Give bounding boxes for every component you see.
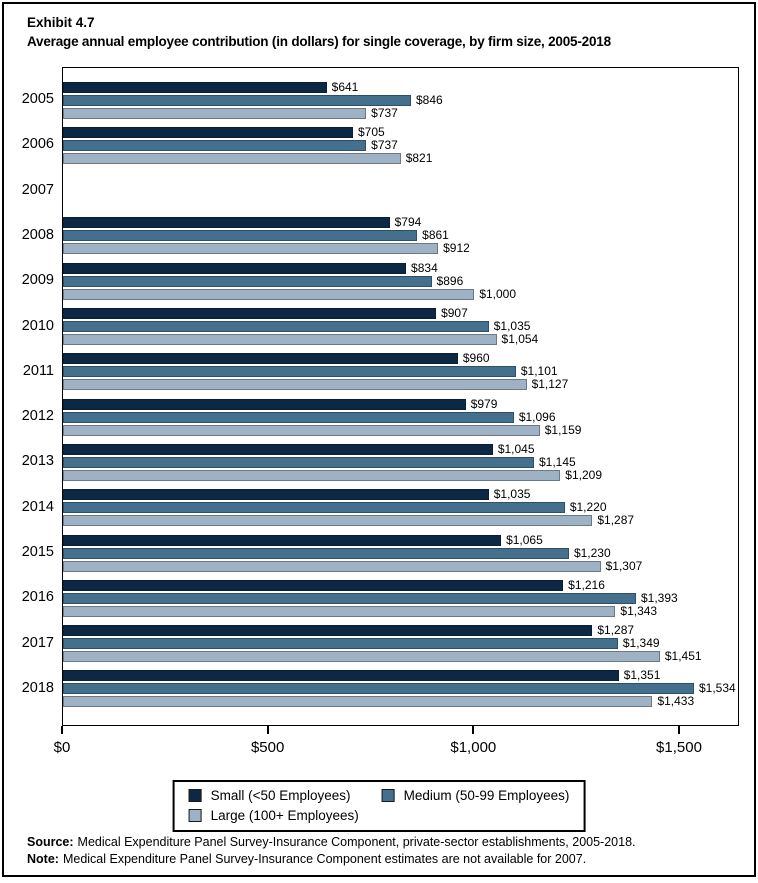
bar-value-label-medium-2015: $1,230 [573,545,611,560]
x-axis-tick [61,726,63,734]
bar-medium-2017 [63,638,618,649]
bar-value-label-large-2008: $912 [443,241,470,256]
bar-small-2006 [63,127,353,138]
bar-value-label-small-2011: $960 [462,351,490,366]
legend-swatch-small [189,789,202,802]
bar-small-2013 [63,444,493,455]
bar-value-label-small-2016: $1,216 [568,577,605,592]
bar-small-2018 [63,670,619,681]
bar-value-label-medium-2009: $896 [436,273,464,288]
bar-value-label-medium-2014: $1,220 [569,500,607,515]
bar-medium-2006 [63,140,366,151]
bar-medium-2018 [63,683,694,694]
year-label-2007: 2007 [21,181,54,198]
legend-item-large [189,808,382,823]
legend-swatch-medium [382,789,395,802]
bar-value-label-small-2009: $834 [411,260,438,275]
bar-value-label-medium-2017: $1,349 [622,636,660,651]
bar-value-label-medium-2005: $846 [415,92,443,107]
chart-title: Average annual employee contribution (in dollars) for single coverage, by firm size, 2005-2018 [27,34,611,49]
bar-large-2011 [63,379,527,390]
bar-value-label-medium-2006: $737 [371,137,398,152]
bar-value-label-large-2014: $1,287 [597,513,635,528]
bar-value-label-medium-2012: $1,096 [518,409,556,424]
bar-large-2015 [63,561,601,572]
year-label-2015: 2015 [21,544,54,560]
x-axis-tick [472,726,474,734]
bar-value-label-large-2010: $1,054 [501,332,539,346]
bar-small-2014 [63,489,489,500]
exhibit-number: Exhibit 4.7 [27,15,95,30]
year-label-2009: 2009 [21,272,54,289]
source-label: Source: [27,835,74,849]
legend-label-medium: Medium (50-99 Employees) [403,788,570,803]
legend-item-medium [382,788,570,803]
bar-value-label-small-2017: $1,287 [597,623,635,638]
bar-medium-2016 [63,593,636,604]
bar-small-2008 [63,217,390,228]
bar-large-2008 [63,243,438,254]
x-axis-tick-label: $0 [53,739,71,756]
note-label: Note: [27,852,59,866]
x-axis-tick [267,726,269,734]
bar-value-label-large-2005: $737 [371,105,398,120]
source-text: Medical Expenditure Panel Survey-Insurance Component, private-sector establishments, 2005-2018. [77,835,636,849]
bar-value-label-medium-2008: $861 [422,228,449,243]
bar-value-label-large-2015: $1,307 [605,558,643,573]
bar-medium-2008 [63,230,417,241]
bar-value-label-large-2006: $821 [405,150,433,165]
year-label-2011: 2011 [22,362,54,379]
bar-value-label-large-2012: $1,159 [544,422,582,437]
bar-value-label-large-2009: $1,000 [479,286,517,301]
note-text: Medical Expenditure Panel Survey-Insurance Component estimates are not available for 2007. [62,852,587,866]
bar-value-label-small-2005: $641 [331,79,359,94]
bar-value-label-large-2017: $1,451 [664,649,702,664]
bar-value-label-small-2008: $794 [394,215,422,230]
plot-area [62,67,739,726]
bar-value-label-medium-2016: $1,393 [640,590,678,605]
bar-value-label-small-2010: $907 [441,306,468,320]
bar-small-2011 [63,353,458,364]
bar-medium-2009 [63,276,432,287]
bar-large-2005 [63,108,366,119]
bar-medium-2012 [63,412,514,423]
legend-swatch-large [189,809,202,822]
legend-label-large: Large (100+ Employees) [210,808,359,823]
source-line [27,834,636,851]
year-label-2018: 2018 [21,679,54,696]
bar-large-2018 [63,696,652,707]
bar-medium-2013 [63,457,534,468]
bar-large-2010 [63,334,497,345]
year-label-2005: 2005 [21,91,54,107]
legend [173,780,586,832]
bar-medium-2015 [63,548,569,559]
year-label-2016: 2016 [21,589,54,606]
bar-small-2016 [63,580,563,591]
note-line [27,851,636,868]
bar-value-label-large-2013: $1,209 [565,467,602,482]
bar-small-2015 [63,535,501,546]
bar-large-2016 [63,606,615,617]
year-label-2017: 2017 [21,634,54,651]
bar-small-2005 [63,82,327,93]
x-axis-tick-label: $500 [250,739,285,756]
year-label-2014: 2014 [21,498,54,515]
bar-value-label-small-2014: $1,035 [493,487,531,502]
year-label-2010: 2010 [21,317,54,334]
bar-large-2009 [63,289,474,300]
year-label-2006: 2006 [21,136,54,153]
bar-value-label-small-2012: $979 [470,396,498,411]
bar-large-2006 [63,153,401,164]
legend-item-small [189,788,382,803]
bar-small-2012 [63,399,466,410]
bar-medium-2014 [63,502,565,513]
bar-medium-2005 [63,95,411,106]
legend-label-small: Small (<50 Employees) [210,788,351,803]
bar-value-label-small-2018: $1,351 [623,668,661,683]
footer [27,834,636,868]
x-axis-tick [678,726,680,734]
x-axis-tick-label: $1,000 [450,739,497,756]
bar-value-label-medium-2013: $1,145 [538,454,576,469]
bar-large-2014 [63,515,592,526]
bar-small-2009 [63,263,406,274]
bar-medium-2010 [63,321,489,332]
bar-small-2010 [63,308,436,319]
bar-value-label-large-2011: $1,127 [531,377,569,392]
bar-value-label-small-2015: $1,065 [506,532,543,547]
bar-value-label-large-2018: $1,433 [657,694,695,709]
bar-value-label-medium-2018: $1,534 [698,681,736,696]
bar-small-2017 [63,625,592,636]
bar-value-label-medium-2011: $1,101 [520,364,558,379]
bar-value-label-medium-2010: $1,035 [493,319,531,333]
year-label-2013: 2013 [21,453,54,470]
bar-large-2012 [63,425,540,436]
year-label-2008: 2008 [21,226,54,243]
bar-large-2017 [63,651,660,662]
bar-value-label-small-2006: $705 [357,124,385,139]
x-axis-tick-label: $1,500 [656,739,702,756]
bar-value-label-small-2013: $1,045 [497,441,535,456]
bar-value-label-large-2016: $1,343 [620,603,658,618]
bar-large-2013 [63,470,560,481]
bar-medium-2011 [63,366,516,377]
year-label-2012: 2012 [21,408,54,425]
